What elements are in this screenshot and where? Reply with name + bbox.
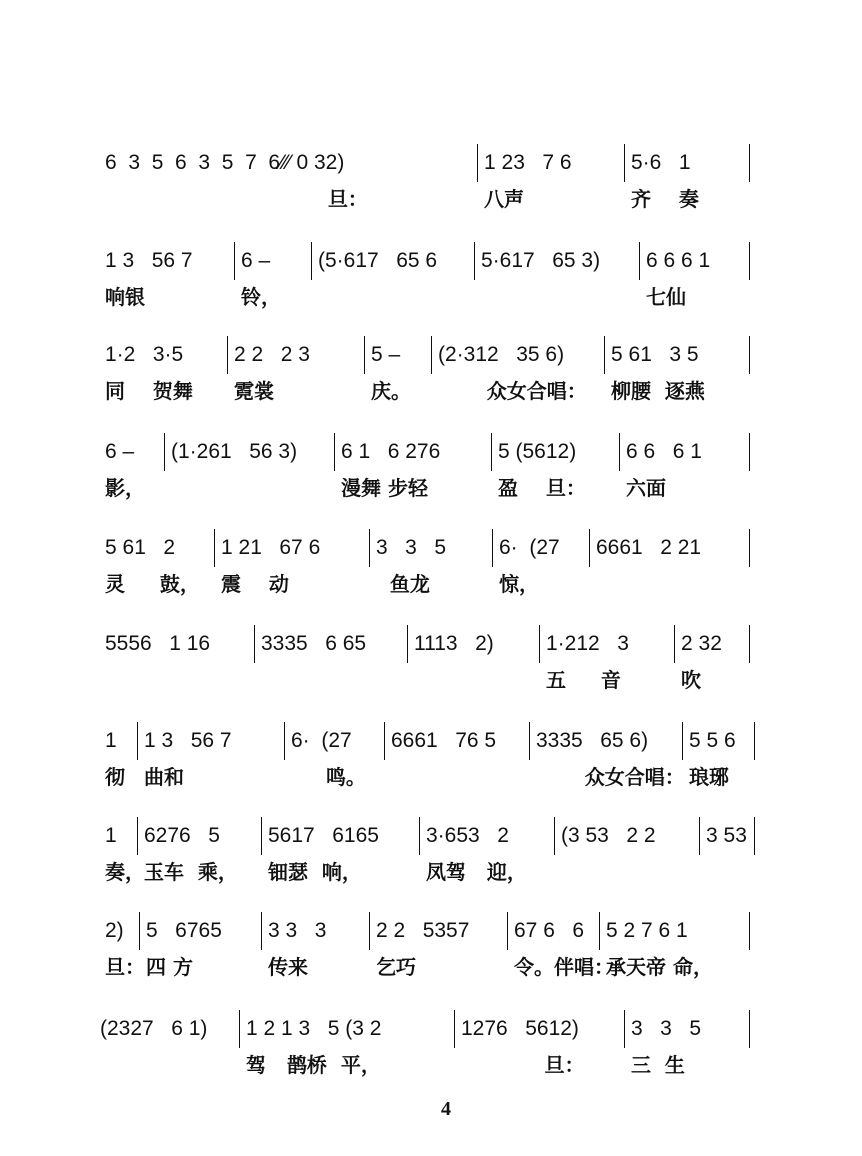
- measure-notes: 6661 2 21: [596, 536, 702, 559]
- measure-lyric: 曲和: [144, 765, 184, 789]
- measure-notes: 5 (5612): [498, 440, 577, 463]
- measure-lyric: 齐 奏: [631, 187, 699, 211]
- measure-lyric: 惊，: [499, 572, 539, 596]
- measure-notes: 67 6 6: [514, 919, 585, 942]
- measure: [675, 629, 750, 699]
- measure: [105, 437, 165, 507]
- measure-notes: 3 53: [706, 824, 747, 847]
- measure-notes: 2 2 2 3: [234, 343, 310, 366]
- measure-notes: 1 21 67 6: [221, 536, 321, 559]
- measure-lyric: 三 生: [631, 1053, 685, 1077]
- measure: [100, 1014, 240, 1084]
- measure: [228, 340, 365, 410]
- measure: [365, 340, 432, 410]
- measure-lyric: 铃，: [241, 285, 281, 309]
- measure-lyric: 同 贺舞: [105, 379, 193, 403]
- measure-lyric: 吹: [681, 668, 701, 692]
- measure: [420, 821, 555, 891]
- measure: [455, 1014, 625, 1084]
- measure-notes: 1113 2): [414, 632, 494, 655]
- measure: [335, 437, 492, 507]
- measure-notes: (2·312 35 6): [438, 343, 565, 366]
- measure: [240, 1014, 455, 1084]
- measure-lyric: 灵 鼓，: [105, 572, 200, 596]
- measure: [625, 1014, 750, 1084]
- measure-notes: 1 3 56 7: [105, 249, 193, 272]
- measure: [262, 821, 420, 891]
- score-line: [0, 340, 862, 410]
- measure-notes: 1·2 3·5: [105, 343, 184, 366]
- measure-notes: 2): [105, 919, 124, 942]
- measure-notes: 3335 6 65: [261, 632, 367, 655]
- measure: [625, 148, 750, 218]
- measure: [140, 916, 262, 986]
- measure-lyric: 传来: [268, 955, 308, 979]
- measure-notes: (1·261 56 3): [171, 440, 298, 463]
- measure-lyric: 八声: [484, 187, 524, 211]
- measure-notes: 6 1 6 276: [341, 440, 441, 463]
- measure-lyric: 驾 鹊桥 平，: [246, 1053, 381, 1077]
- score-line: [0, 246, 862, 316]
- score-line: [0, 629, 862, 699]
- measure-notes: 6 6 6 1: [626, 440, 702, 463]
- measure-notes: 5 6765: [146, 919, 222, 942]
- measure-notes: 5 –: [371, 343, 401, 366]
- measure-notes: 6 3 5 6 3 5 7 6⁄⁄⁄ 0 32): [105, 151, 345, 174]
- measure-notes: 1 3 56 7: [144, 729, 232, 752]
- measure: [105, 726, 138, 796]
- measure-lyric: 旦：: [105, 187, 368, 211]
- measure: [215, 533, 370, 603]
- measure-lyric: 奏，: [105, 860, 145, 884]
- measure-notes: 2 32: [681, 632, 722, 655]
- measure: [370, 533, 493, 603]
- measure: [683, 726, 755, 796]
- measure-notes: 1: [105, 824, 117, 847]
- measure-notes: 1·212 3: [546, 632, 629, 655]
- score-line: [0, 437, 862, 507]
- measure-notes: 3 3 5: [631, 1017, 702, 1040]
- measure-lyric: 旦：: [461, 1053, 585, 1077]
- measure-lyric: 凤驾 迎，: [426, 860, 527, 884]
- measure-notes: 6· (27: [291, 729, 352, 752]
- measure-lyric: 承天帝 命，: [606, 955, 713, 979]
- measure-notes: 5617 6165: [268, 824, 379, 847]
- measure-lyric: 四 方: [146, 955, 193, 979]
- measure-lyric: 玉车 乘，: [144, 860, 238, 884]
- measure-notes: 5 61 3 5: [611, 343, 699, 366]
- measure: [105, 916, 145, 986]
- score-line: [0, 1014, 862, 1084]
- measure: [600, 916, 750, 986]
- measure-lyric: 响银: [105, 285, 145, 309]
- measure-lyric: 鱼龙: [376, 572, 430, 596]
- measure-lyric: 盈 旦：: [498, 476, 586, 500]
- measure-lyric: 钿瑟 响，: [268, 860, 362, 884]
- measure: [105, 246, 235, 316]
- measure-notes: (2327 6 1): [100, 1017, 208, 1040]
- measure: [540, 629, 675, 699]
- measure: [492, 437, 620, 507]
- measure-lyric: 令。伴唱：: [514, 955, 614, 979]
- score-line: [0, 148, 862, 218]
- measure-lyric: 彻: [105, 765, 125, 789]
- measure-lyric: 霓裳: [234, 379, 274, 403]
- measure: [312, 246, 475, 316]
- measure-lyric: 漫舞 步轻: [341, 476, 428, 500]
- measure: [508, 916, 614, 986]
- measure-notes: 5·617 65 3): [481, 249, 601, 272]
- measure: [475, 246, 640, 316]
- measure-notes: 5 5 6: [689, 729, 736, 752]
- measure-notes: 1: [105, 729, 117, 752]
- measure: [285, 726, 385, 796]
- measure-lyric: 众女合唱：: [536, 765, 685, 789]
- measure: [105, 629, 255, 699]
- measure: [493, 533, 590, 603]
- measure-notes: 6661 76 5: [391, 729, 497, 752]
- measure-lyric: 众女合唱：: [438, 379, 587, 403]
- measure: [138, 726, 285, 796]
- measure: [605, 340, 750, 410]
- measure-notes: 6276 5: [144, 824, 220, 847]
- measure: [408, 629, 540, 699]
- measure-lyric: 庆。: [371, 379, 411, 403]
- measure-notes: 5 2 7 6 1: [606, 919, 688, 942]
- measure: [385, 726, 530, 796]
- measure-notes: 6· (27: [499, 536, 560, 559]
- measure: [478, 148, 625, 218]
- measure: [105, 821, 145, 891]
- measure-lyric: 五 音: [546, 668, 621, 692]
- measure-notes: 1 2 1 3 5 (3 2: [246, 1017, 382, 1040]
- measure-notes: 3 3 3: [268, 919, 327, 942]
- measure: [530, 726, 683, 796]
- measure-notes: 5556 1 16: [105, 632, 211, 655]
- measure: [262, 916, 370, 986]
- measure: [105, 533, 215, 603]
- measure-lyric: 七仙: [646, 285, 686, 309]
- measure-notes: 1 23 7 6: [484, 151, 572, 174]
- measure-notes: 6 6 6 1: [646, 249, 711, 272]
- measure-lyric: 琅琊: [689, 765, 729, 789]
- measure-notes: 3·653 2: [426, 824, 509, 847]
- measure-notes: 5·6 1: [631, 151, 691, 174]
- score-line: [0, 533, 862, 603]
- measure-notes: 1276 5612): [461, 1017, 579, 1040]
- measure: [432, 340, 605, 410]
- measure: [640, 246, 750, 316]
- measure: [255, 629, 408, 699]
- measure: [370, 916, 508, 986]
- measure-notes: 2 2 5357: [376, 919, 470, 942]
- measure: [138, 821, 262, 891]
- score-line: [0, 726, 862, 796]
- measure: [105, 340, 228, 410]
- measure: [590, 533, 750, 603]
- page-number: 4: [441, 1098, 451, 1120]
- measure-notes: (3 53 2 2: [561, 824, 656, 847]
- measure-lyric: 影，: [105, 476, 145, 500]
- measure: [620, 437, 750, 507]
- score-line: [0, 916, 862, 986]
- measure-lyric: 鸣。: [291, 765, 366, 789]
- measure: [700, 821, 755, 891]
- measure-notes: 3 3 5: [376, 536, 447, 559]
- measure: [105, 148, 478, 218]
- measure-notes: (5·617 65 6: [318, 249, 438, 272]
- score-line: [0, 821, 862, 891]
- measure-notes: 6 –: [241, 249, 271, 272]
- measure-lyric: 乞巧: [376, 955, 416, 979]
- measure-notes: 6 –: [105, 440, 135, 463]
- measure: [555, 821, 700, 891]
- measure-notes: 5 61 2: [105, 536, 176, 559]
- measure: [165, 437, 335, 507]
- measure-lyric: 震 动: [221, 572, 289, 596]
- measure-lyric: 六面: [626, 476, 666, 500]
- measure-notes: 3335 65 6): [536, 729, 649, 752]
- measure-lyric: 柳腰 逐燕: [611, 379, 705, 403]
- measure: [235, 246, 312, 316]
- measure-lyric: 旦：: [105, 955, 145, 979]
